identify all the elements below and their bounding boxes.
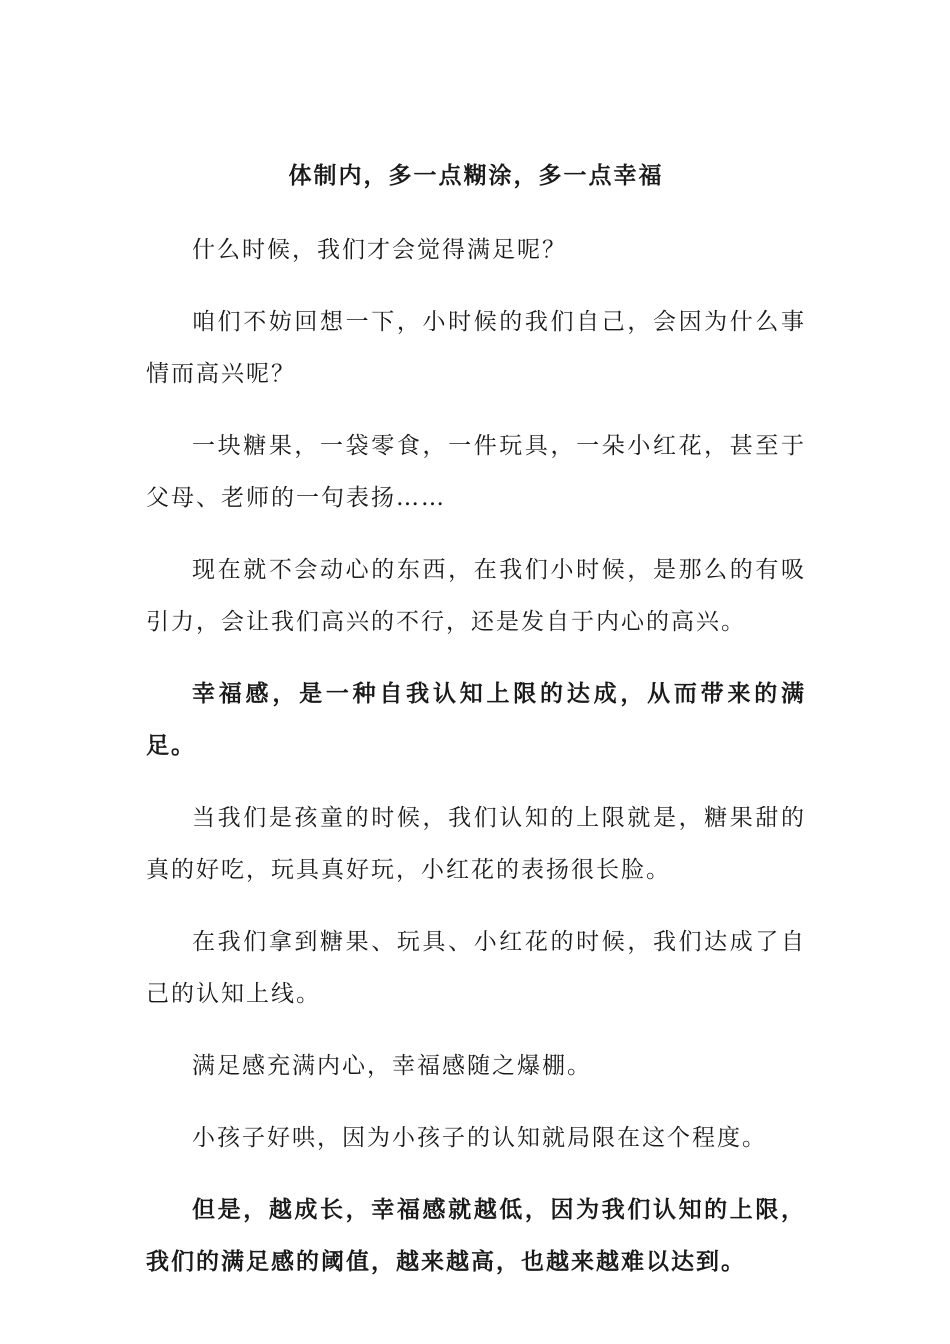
paragraph: 小孩子好哄，因为小孩子的认知就局限在这个程度。 (192, 1125, 767, 1151)
paragraph: 咱们不妨回想一下，小时候的我们自己，会因为什么事情而高兴呢？ (146, 309, 806, 387)
paragraph: 现在就不会动心的东西，在我们小时候，是那么的有吸引力，会让我们高兴的不行，还是发自于内心的高兴。 (146, 557, 806, 635)
bold-paragraph: 幸福感，是一种自我认知上限的达成，从而带来的满足。 (146, 680, 806, 759)
paragraph: 满足感充满内心，幸福感随之爆棚。 (192, 1053, 592, 1079)
document-title: 体制内，多一点糊涂，多一点幸福 (288, 162, 664, 189)
paragraph: 一块糖果，一袋零食，一件玩具，一朵小红花，甚至于父母、老师的一句表扬…… (146, 433, 806, 511)
document-page (146, 150, 806, 1308)
paragraph: 当我们是孩童的时候，我们认知的上限就是，糖果甜的真的好吃，玩具真好玩，小红花的表扬很长脸。 (146, 805, 806, 883)
paragraph: 什么时候，我们才会觉得满足呢？ (192, 237, 567, 263)
paragraph: 在我们拿到糖果、玩具、小红花的时候，我们达成了自己的认知上线。 (146, 929, 806, 1007)
bold-paragraph: 但是，越成长，幸福感就越低，因为我们认知的上限，我们的满足感的阈值，越来越高，也越来越难以达到。 (146, 1196, 806, 1275)
